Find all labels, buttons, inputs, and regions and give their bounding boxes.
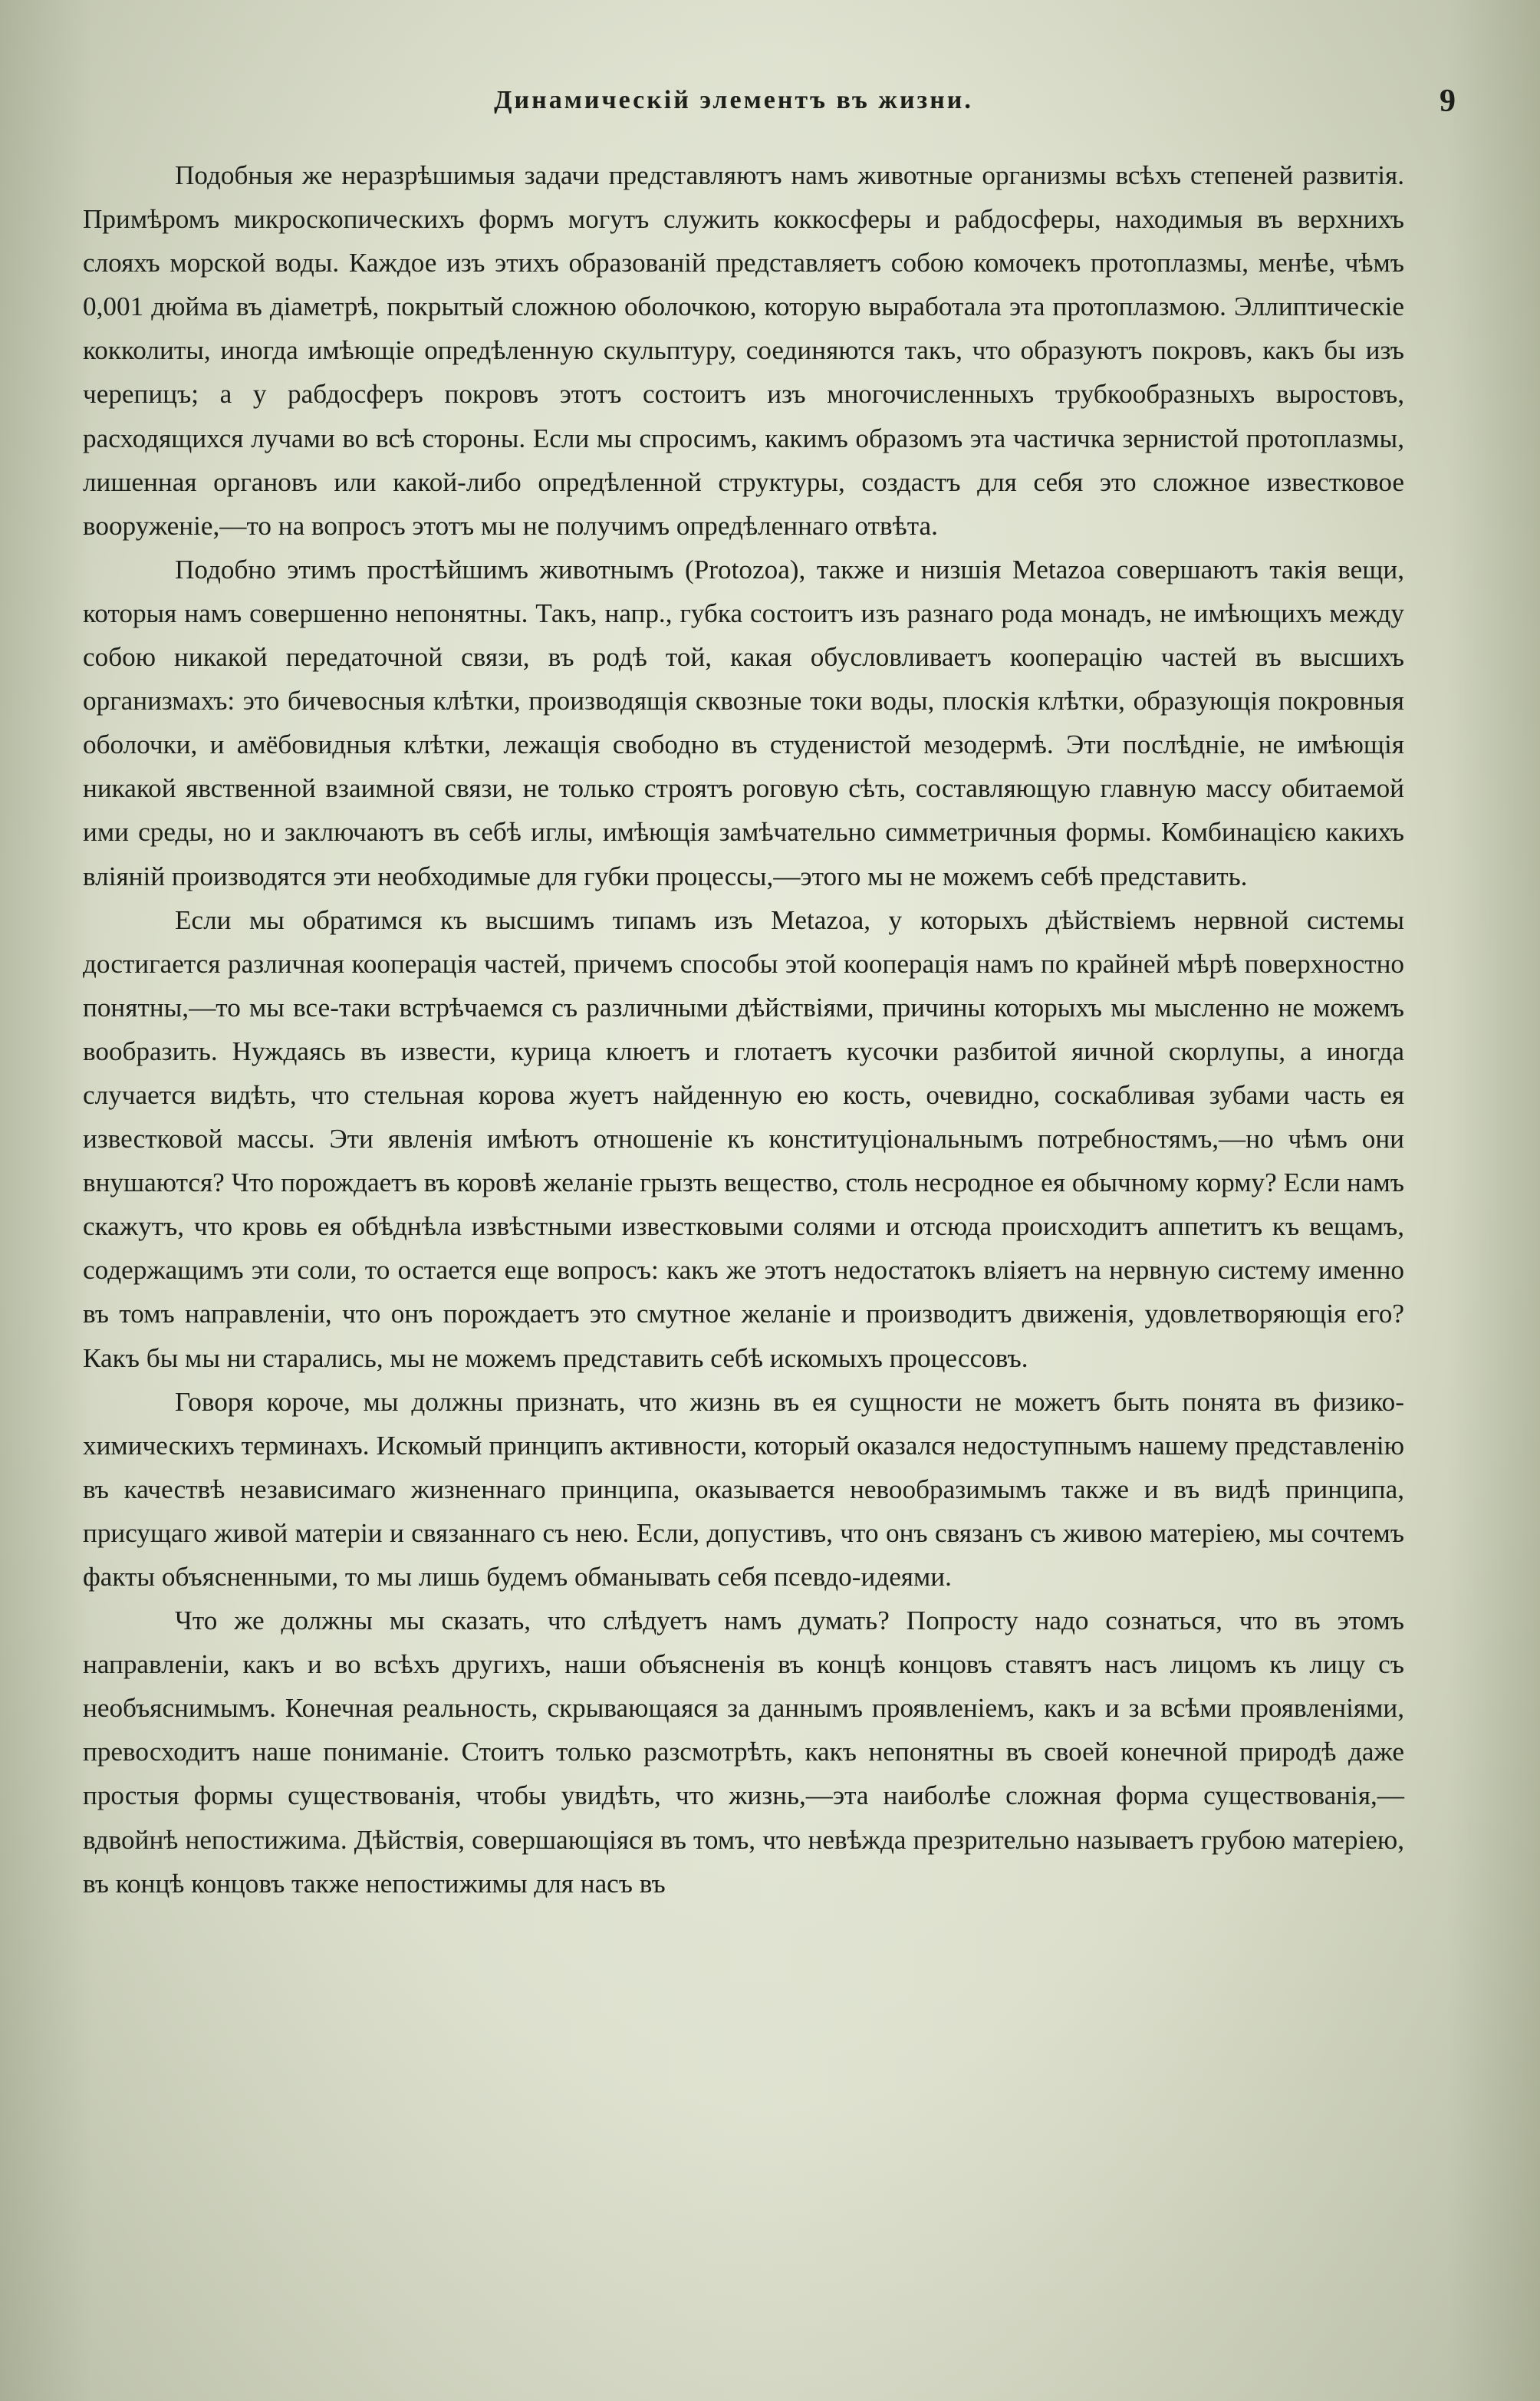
page-header bbox=[73, 83, 1456, 129]
paragraph: Говоря короче, мы должны признать, что жизнь въ ея сущности не можетъ быть понята въ физико-химическихъ терминахъ. Искомый принципъ активности, который оказался недоступнымъ нашему представленію въ качествѣ независимаго жизненнаго принципа, оказывается невообразимымъ также и въ видѣ принципа, присущаго живой матеріи и связаннаго съ нею. Если, допустивъ, что онъ связанъ съ живою матеріею, мы сочтемъ факты объясненными, то мы лишь будемъ обманывать себя псевдо-идеями. bbox=[83, 1386, 1404, 1592]
page-number: 9 bbox=[1440, 84, 1456, 119]
paragraph: Что же должны мы сказать, что слѣдуетъ намъ думать? Попросту надо сознаться, что въ этомъ направленіи, какъ и во всѣхъ другихъ, наши объясненія въ концѣ концовъ ставятъ насъ лицомъ къ лицу съ необъяснимымъ. Конечная реальность, скрывающаяся за даннымъ проявленіемъ, какъ и за всѣми проявленіями, превосходитъ наше пониманіе. Стоитъ только разсмотрѣть, какъ непонятны въ своей конечной природѣ даже простыя формы существованія, чтобы увидѣть, что жизнь,—эта наиболѣе сложная форма существованія,—вдвойнѣ непостижима. Дѣйствія, совершающіяся въ томъ, что невѣжда презрительно называетъ грубою матеріею, въ концѣ концовъ также непостижимы для насъ въ bbox=[83, 1606, 1404, 1899]
body-text bbox=[83, 153, 1404, 1905]
paragraph: Если мы обратимся къ высшимъ типамъ изъ Metazoa, у которыхъ дѣйствіемъ нервной системы достигается различная кооперація частей, причемъ способы этой кооперація намъ по крайней мѣрѣ поверхностно понятны,—то мы все-таки встрѣчаемся съ различными дѣйствіями, причины которыхъ мы мысленно не можемъ вообразить. Нуждаясь въ извести, курица клюетъ и глотаетъ кусочки разбитой яичной скорлупы, а иногда случается видѣть, что стельная корова жуетъ найденную ею кость, очевидно, соскабливая зубами часть ея известковой массы. Эти явленія имѣютъ отношеніе къ конституціональнымъ потребностямъ,—но чѣмъ они внушаются? Что порождаетъ въ коровѣ желаніе грызть вещество, столь несродное ея обычному корму? Если намъ скажутъ, что кровь ея обѣднѣла извѣстными известковыми солями и отсюда происходитъ аппетитъ къ вещамъ, содержащимъ эти соли, то остается еще вопросъ: какъ же этотъ недостатокъ вліяетъ на нервную систему именно въ томъ направленіи, что онъ порождаетъ это смутное желаніе и производитъ движенія, удовлетворяющія его? Какъ бы мы ни старались, мы не можемъ представить себѣ искомыхъ процессовъ. bbox=[83, 904, 1404, 1373]
running-title: Динамическій элементъ въ жизни. bbox=[494, 86, 973, 114]
paragraph: Подобныя же неразрѣшимыя задачи представляютъ намъ животные организмы всѣхъ степеней развитія. Примѣромъ микроскопическихъ формъ могутъ служить коккосферы и рабдосферы, находимыя въ верхнихъ слояхъ морской воды. Каждое изъ этихъ образованій представляетъ собою комочекъ протоплазмы, менѣе, чѣмъ 0,001 дюйма въ діаметрѣ, покрытый сложною оболочкою, которую выработала эта протоплазмою. Эллиптическіе кокколиты, иногда имѣющіе опредѣленную скульптуру, соединяются такъ, что образуютъ покровъ, какъ бы изъ черепицъ; а у рабдосферъ покровъ этотъ состоитъ изъ многочисленныхъ трубкообразныхъ выростовъ, расходящихся лучами во всѣ стороны. Если мы спросимъ, какимъ образомъ эта частичка зернистой протоплазмы, лишенная органовъ или какой-либо опредѣленной структуры, создастъ для себя это сложное известковое вооруженіе,—то на вопросъ этотъ мы не получимъ опредѣленнаго отвѣта. bbox=[83, 160, 1404, 541]
paragraph: Подобно этимъ простѣйшимъ животнымъ (Protozoa), также и низшія Metazoa совершаютъ такія вещи, которыя намъ совершенно непонятны. Такъ, напр., губка состоитъ изъ разнаго рода монадъ, не имѣющихъ между собою никакой передаточной связи, въ родѣ той, какая обусловливаетъ кооперацію частей въ высшихъ организмахъ: это бичевосныя клѣтки, производящія сквозные токи воды, плоскія клѣтки, образующія покровныя оболочки, и амёбовидныя клѣтки, лежащія свободно въ студенистой мезодермѣ. Эти послѣдніе, не имѣющія никакой явственной взаимной связи, не только строятъ роговую сѣть, составляющую главную массу обитаемой ими среды, но и заключаютъ въ себѣ иглы, имѣющія замѣчательно симметричныя формы. Комбинацією какихъ вліяній производятся эти необходимые для губки процессы,—этого мы не можемъ себѣ представить. bbox=[83, 554, 1404, 891]
